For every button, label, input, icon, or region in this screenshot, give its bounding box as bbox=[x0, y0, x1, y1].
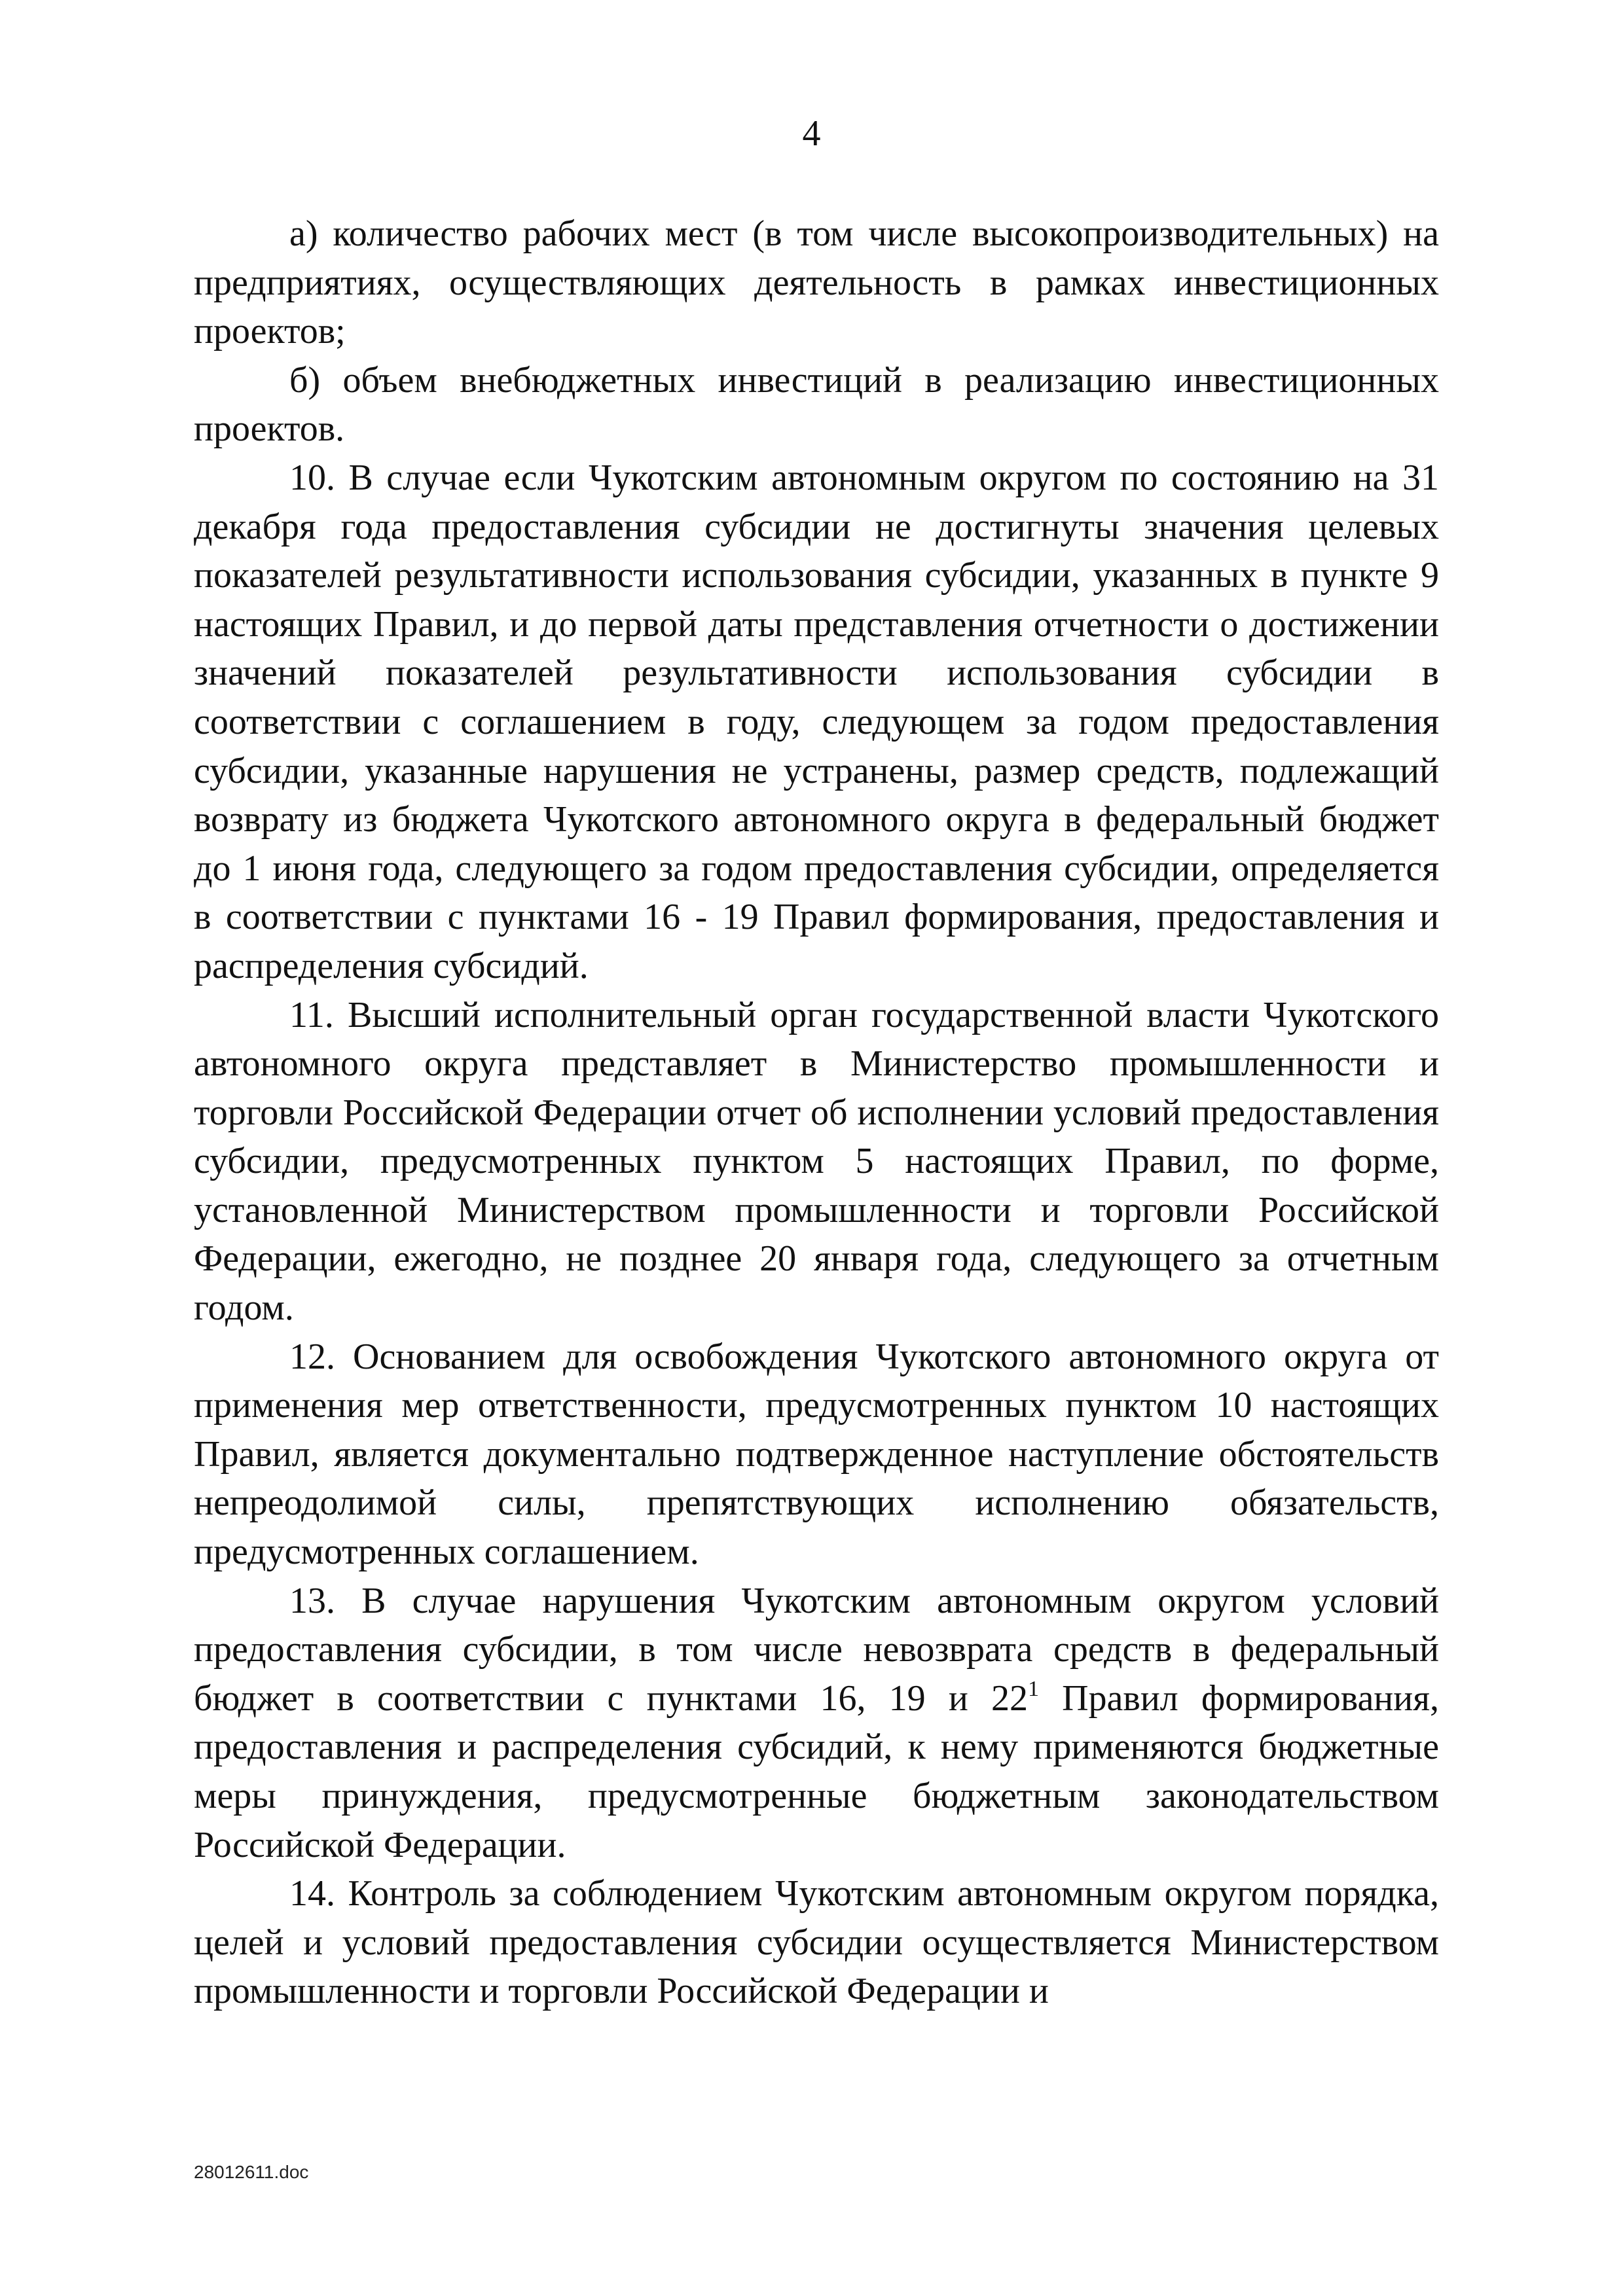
paragraph-13-superscript: 1 bbox=[1027, 1676, 1039, 1701]
paragraph-a: а) количество рабочих мест (в том числе высокопроизводительных) на предприятиях, осуществляющих деятельность в рамках инвестиционных проектов; bbox=[194, 213, 1439, 352]
footer-filename: 28012611.doc bbox=[194, 2162, 309, 2182]
paragraph-13-text-before: 13. В случае нарушения Чукотским автономным округом условий предоставления субсидии, в том числе невозврата средств в федеральный бюджет в соответствии с пунктами 16, 19 и 22 bbox=[194, 1580, 1439, 1719]
paragraph-13-text-after: Правил формирования, предоставления и распределения субсидий, к нему применяются бюджетные меры принуждения, предусмотренные бюджетным законодательством Российской Федерации. bbox=[194, 1677, 1439, 1865]
paragraph-b: б) объем внебюджетных инвестиций в реализацию инвестиционных проектов. bbox=[194, 359, 1439, 450]
page-number: 4 bbox=[802, 113, 821, 154]
document-body bbox=[194, 209, 1439, 2016]
paragraph-12: 12. Основанием для освобождения Чукотского автономного округа от применения мер ответственности, предусмотренных пунктом 10 настоящих Правил, является документально подтвержденное наступление обстоятельств непреодолимой силы, препятствующих исполнению обязательств, предусмотренных соглашением. bbox=[194, 1336, 1439, 1573]
paragraph-10: 10. В случае если Чукотским автономным округом по состоянию на 31 декабря года предоставления субсидии не достигнуты значения целевых показателей результативности использования субсидии, указанных в пункте 9 настоящих Правил, и до первой даты представления отчетности о достижении значений показателей результативности использования субсидии в соответствии с соглашением в году, следующем за годом предоставления субсидии, указанные нарушения не устранены, размер средств, подлежащий возврату из бюджета Чукотского автономного округа в федеральный бюджет до 1 июня года, следующего за годом предоставления субсидии, определяется в соответствии с пунктами 16 - 19 Правил формирования, предоставления и распределения субсидий. bbox=[194, 457, 1439, 986]
paragraph-11: 11. Высший исполнительный орган государственной власти Чукотского автономного округа представляет в Министерство промышленности и торговли Российской Федерации отчет об исполнении условий предоставления субсидии, предусмотренных пунктом 5 настоящих Правил, по форме, установленной Министерством промышленности и торговли Российской Федерации, ежегодно, не позднее 20 января года, следующего за отчетным годом. bbox=[194, 994, 1439, 1329]
paragraph-14: 14. Контроль за соблюдением Чукотским автономным округом порядка, целей и условий предоставления субсидии осуществляется Министерством промышленности и торговли Российской Федерации и bbox=[194, 1873, 1439, 2012]
paragraph-13 bbox=[194, 1577, 1439, 1870]
